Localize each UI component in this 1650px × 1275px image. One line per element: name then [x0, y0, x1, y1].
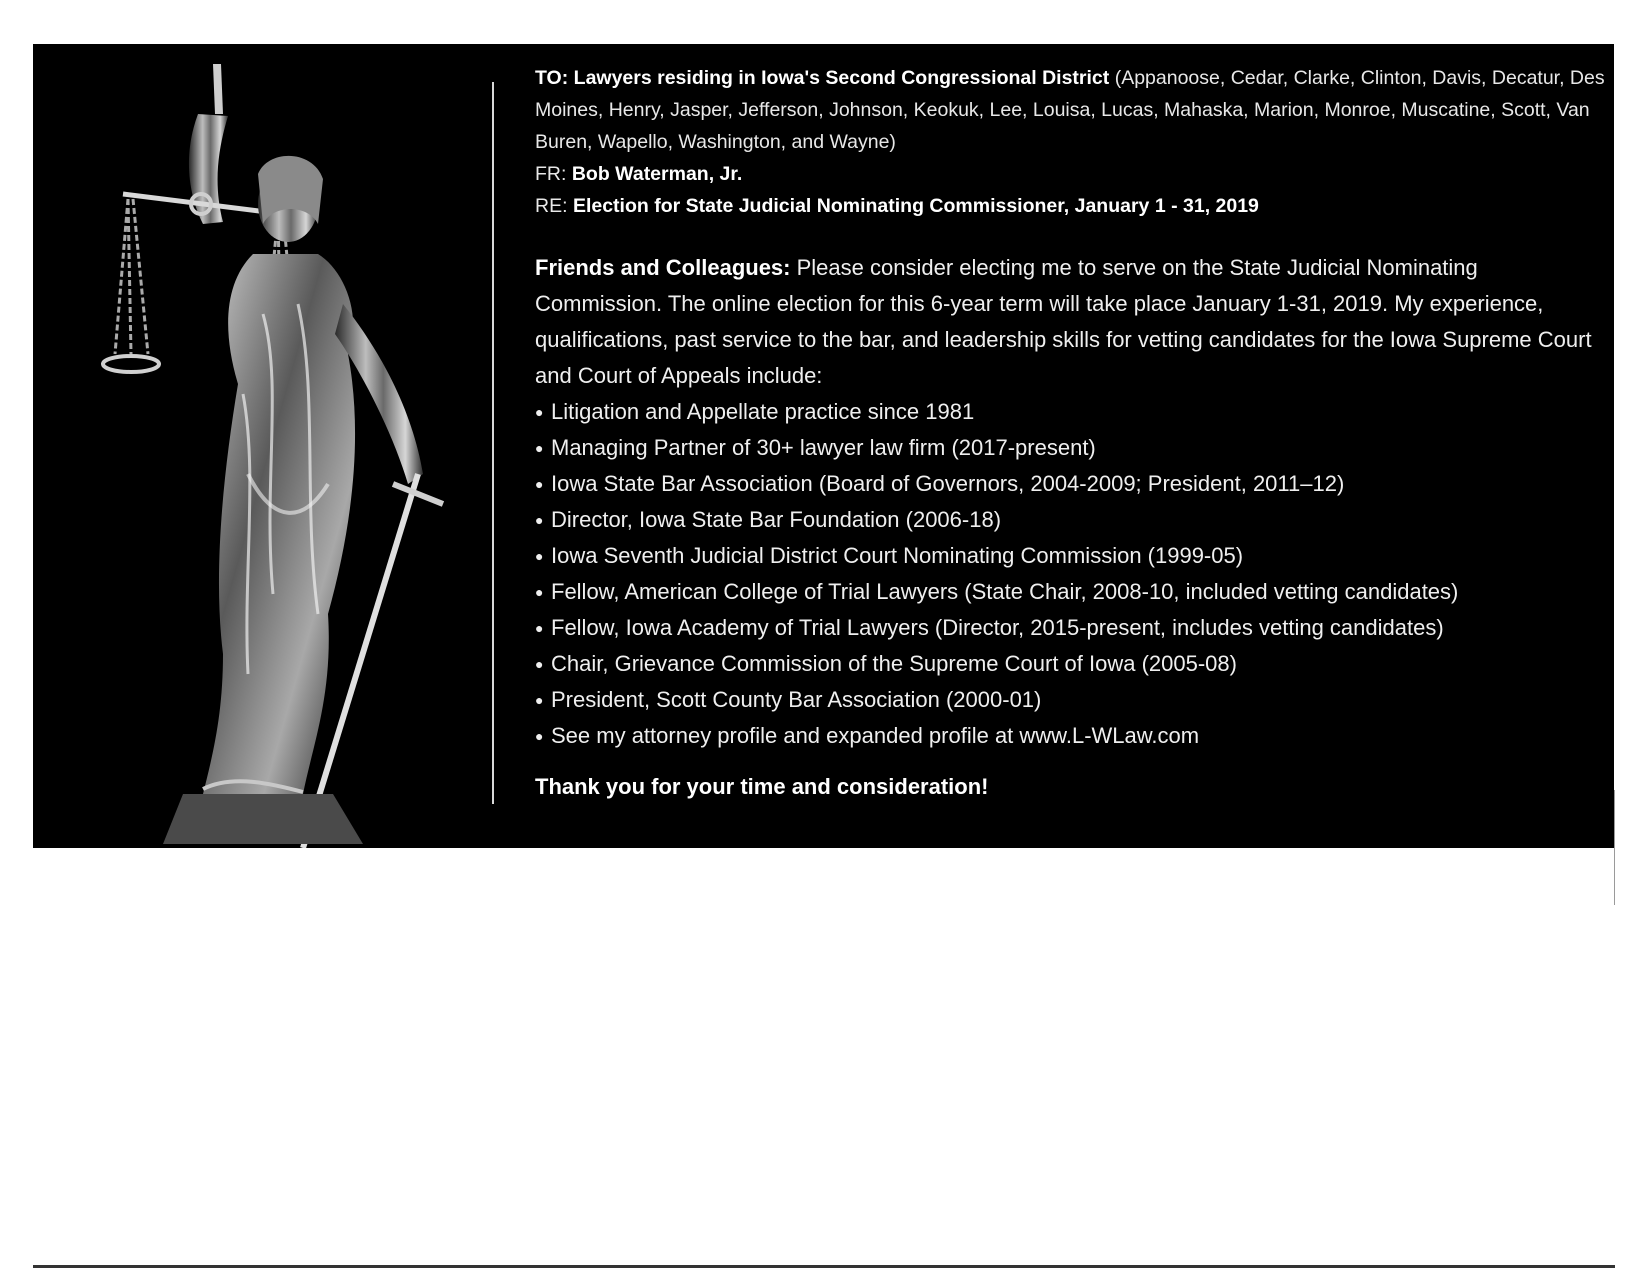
vertical-divider [492, 82, 494, 804]
memo-header [535, 62, 1605, 222]
memo-from-label: FR: [535, 163, 567, 185]
memo-to-label: TO: [535, 67, 569, 89]
closing-line: Thank you for your time and consideration! [535, 774, 989, 799]
qualifications-list [535, 394, 1605, 754]
edge-line [1614, 790, 1615, 905]
letter-intro-text: Please consider electing me to serve on the State Judicial Nominating Commission. The online election for this 6-year term will take place January 1-31, 2019. My experience, qualifications, past service to the bar, and leadership skills for vetting candidates for the Iowa Supreme Court and Court of Appeals include: [535, 255, 1592, 388]
memo-from-value: Bob Waterman, Jr. [571, 163, 743, 185]
list-item: ● Fellow, Iowa Academy of Trial Lawyers (Director, 2015-present, includes vetting candidates) [535, 615, 1444, 640]
list-item: ● Chair, Grievance Commission of the Supreme Court of Iowa (2005-08) [535, 651, 1237, 676]
memo-to-recipients: Lawyers residing in Iowa's Second Congressional District [573, 67, 1110, 89]
list-item: ● Director, Iowa State Bar Foundation (2006-18) [535, 507, 1002, 532]
memo-to-counties: (Appanoose, Cedar, Clarke, Clinton, Davis, Decatur, Des Moines, Henry, Jasper, Jefferson, Johnson, Keokuk, Lee, Louisa, Lucas, Mahaska, Marion, Monroe, Muscatine, Scott, Van Buren, Wapello, Washington, and Wayne) [535, 67, 1605, 153]
list-item: ● Litigation and Appellate practice since 1981 [535, 399, 975, 424]
list-item: ● President, Scott County Bar Association (2000-01) [535, 687, 1042, 712]
memo-to [535, 62, 1605, 158]
letter-intro [535, 250, 1605, 394]
list-item: ● See my attorney profile and expanded profile at www.L-WLaw.com [535, 723, 1200, 748]
list-item: ● Fellow, American College of Trial Lawyers (State Chair, 2008-10, included vetting candidates) [535, 579, 1459, 604]
list-item: ● Managing Partner of 30+ lawyer law firm (2017-present) [535, 435, 1096, 460]
memo-re [535, 190, 1605, 222]
postcard [33, 44, 1614, 848]
memo-from [535, 158, 1605, 190]
memo-re-value: Election for State Judicial Nominating Commissioner, January 1 - 31, 2019 [572, 195, 1259, 217]
list-item: ● Iowa Seventh Judicial District Court Nominating Commission (1999-05) [535, 543, 1244, 568]
memo-re-label: RE: [535, 195, 568, 217]
footer-rule [33, 1265, 1615, 1268]
letter-greeting: Friends and Colleagues: [535, 255, 791, 280]
list-item: ● Iowa State Bar Association (Board of Governors, 2004-2009; President, 2011–12) [535, 471, 1345, 496]
letter-content [535, 62, 1605, 800]
lady-justice-statue-icon [73, 54, 493, 848]
